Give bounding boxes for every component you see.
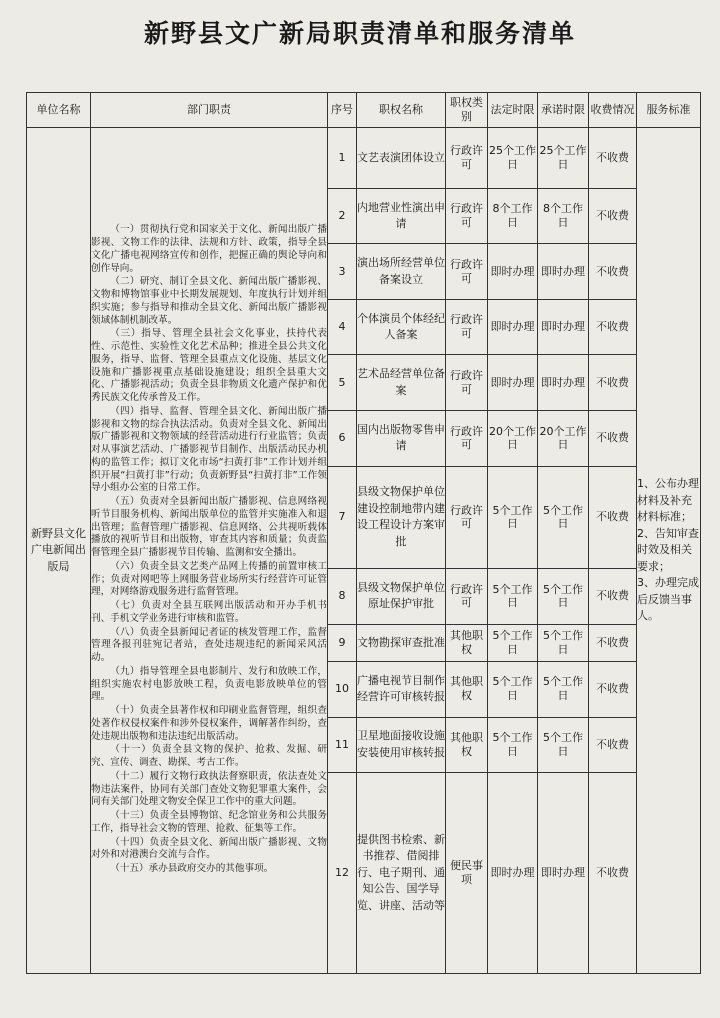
power-category: 其他职权	[446, 661, 488, 717]
row-seq: 12	[328, 773, 357, 974]
duty-item: （十五）承办县政府交办的其他事项。	[110, 863, 274, 874]
header-power: 职权名称	[357, 93, 446, 128]
legal-time-limit: 5个工作日	[488, 661, 538, 717]
legal-time-limit: 即时办理	[488, 244, 538, 300]
fee-status: 不收费	[589, 773, 637, 974]
power-name: 县级文物保护单位原址保护审批	[357, 569, 446, 625]
promised-time-limit: 20个工作日	[538, 411, 589, 467]
row-seq: 11	[328, 717, 357, 773]
power-category: 其他职权	[446, 624, 488, 661]
department-duties	[91, 128, 328, 974]
promised-time-limit: 25个工作日	[538, 128, 589, 189]
promised-time-limit: 5个工作日	[538, 717, 589, 773]
row-seq: 6	[328, 411, 357, 467]
power-name: 国内出版物零售申请	[357, 411, 446, 467]
row-seq: 3	[328, 244, 357, 300]
unit-name: 新野县文化广电新闻出版局	[27, 128, 91, 974]
fee-status: 不收费	[589, 411, 637, 467]
promised-time-limit: 5个工作日	[538, 624, 589, 661]
table-row	[27, 128, 701, 189]
duty-item: （三）指导、管理全县社会文化事业，扶持代表性、示范性、实验性文化艺术品种；推进全县公共文化服务，指导、监督、管理全县重点文化设施、基层文化设施和广播影视重点基础设施建设；组织全县重大文化、广播影视活动；负责全县非物质文化遗产保护和优秀民族文化传承普及工作。	[91, 328, 327, 403]
power-name: 文物勘探审查批准	[357, 624, 446, 661]
promised-time-limit: 5个工作日	[538, 466, 589, 569]
power-name: 演出场所经营单位备案设立	[357, 244, 446, 300]
power-name: 文艺表演团体设立	[357, 128, 446, 189]
row-seq: 5	[328, 355, 357, 411]
fee-status: 不收费	[589, 299, 637, 355]
row-seq: 8	[328, 569, 357, 625]
duty-item: （十一）负责全县文物的保护、抢救、发掘、研究、宣传、调查、勘探、考古工作。	[91, 744, 327, 768]
legal-time-limit: 5个工作日	[488, 717, 538, 773]
promised-time-limit: 即时办理	[538, 773, 589, 974]
duty-item: （九）指导管理全县电影制片、发行和放映工作，组织实施农村电影放映工程，负责电影放映单位的管理。	[91, 665, 327, 703]
header-promise: 承诺时限	[538, 93, 589, 128]
power-category: 行政许可	[446, 466, 488, 569]
fee-status: 不收费	[589, 624, 637, 661]
row-seq: 7	[328, 466, 357, 569]
power-category: 行政许可	[446, 188, 488, 244]
service-standard-item: 2、告知审查时效及相关要求；	[637, 526, 699, 573]
duty-item: （十四）负责全县文化、新闻出版广播影视、文物对外和对港澳台交流与合作。	[91, 836, 327, 861]
fee-status: 不收费	[589, 128, 637, 189]
power-category: 其他职权	[446, 717, 488, 773]
legal-time-limit: 20个工作日	[488, 411, 538, 467]
header-fee: 收费情况	[589, 93, 637, 128]
legal-time-limit: 5个工作日	[488, 569, 538, 625]
power-name: 内地营业性演出申请	[357, 188, 446, 244]
promised-time-limit: 5个工作日	[538, 569, 589, 625]
promised-time-limit: 8个工作日	[538, 188, 589, 244]
duty-item: （六）负责全县文艺类产品网上传播的前置审核工作；负责对网吧等上网服务营业场所实行经营许可证管理，对网络游戏服务进行监督管理。	[91, 560, 327, 598]
row-seq: 4	[328, 299, 357, 355]
service-standard-item: 1、公布办理材料及补充材料标准；	[637, 477, 699, 524]
header-standard: 服务标准	[637, 93, 701, 128]
legal-time-limit: 5个工作日	[488, 624, 538, 661]
duty-item: （七）负责对全县互联网出版活动和开办手机书刊、手机文学业务进行审核和监管。	[91, 600, 327, 624]
row-seq: 10	[328, 661, 357, 717]
power-category: 行政许可	[446, 355, 488, 411]
row-seq: 9	[328, 624, 357, 661]
header-duties: 部门职责	[91, 93, 328, 128]
fee-status: 不收费	[589, 244, 637, 300]
service-standard	[637, 128, 701, 974]
promised-time-limit: 即时办理	[538, 355, 589, 411]
power-category: 行政许可	[446, 128, 488, 189]
duty-item: （八）负责全县新闻记者证的核发管理工作，监督管理各报刊驻宛记者站，查处违规违纪的新闻采风活动。	[91, 626, 327, 663]
header-row	[27, 93, 701, 128]
power-name: 县级文物保护单位建设控制地带内建设工程设计方案审批	[357, 466, 446, 569]
promised-time-limit: 即时办理	[538, 244, 589, 300]
legal-time-limit: 即时办理	[488, 355, 538, 411]
power-category: 行政许可	[446, 569, 488, 625]
header-category: 职权类别	[446, 93, 488, 128]
legal-time-limit: 5个工作日	[488, 466, 538, 569]
legal-time-limit: 即时办理	[488, 773, 538, 974]
duty-item: （十）负责全县著作权和印刷业监督管理，组织查处著作权侵权案件和涉外侵权案件，调解著作纠纷，查处违规出版物和违法违纪出版活动。	[91, 705, 327, 742]
header-unit: 单位名称	[27, 93, 91, 128]
document-title: 新野县文广新局职责清单和服务清单	[143, 19, 576, 48]
power-name: 卫星地面接收设施安装使用审核转报	[357, 717, 446, 773]
duty-service-table	[26, 92, 701, 974]
row-seq: 1	[328, 128, 357, 189]
duty-item: （一）贯彻执行党和国家关于文化、新闻出版广播影视、文物工作的法律、法规和方针、政策，指导全县文化广播电视网络宣传和创作，把握正确的舆论导向和创作导向。	[91, 224, 327, 274]
fee-status: 不收费	[589, 569, 637, 625]
legal-time-limit: 即时办理	[488, 299, 538, 355]
duty-item: （四）指导、监督、管理全县文化、新闻出版广播影视和文物的综合执法活动。负责对全县文化、新闻出版广播影视和文物领域的经营活动进行行业监管；负责对从事演艺活动、广播影视节目制作、出版活动民办机构的监管工作；拟订文化市场“扫黄打非”工作计划并组织开展“扫黄打非”行动；负责新野县“扫黄打非”工作领导小组办公室的日常工作。	[91, 405, 327, 494]
promised-time-limit: 即时办理	[538, 299, 589, 355]
fee-status: 不收费	[589, 717, 637, 773]
power-name: 广播电视节目制作经营许可审核转报	[357, 661, 446, 717]
power-name: 提供图书检索、新书推荐、借阅排行、电子期刊、通知公告、国学导览、讲座、活动等	[357, 773, 446, 974]
legal-time-limit: 8个工作日	[488, 188, 538, 244]
power-category: 行政许可	[446, 244, 488, 300]
power-category: 行政许可	[446, 411, 488, 467]
fee-status: 不收费	[589, 661, 637, 717]
promised-time-limit: 5个工作日	[538, 661, 589, 717]
legal-time-limit: 25个工作日	[488, 128, 538, 189]
power-category: 便民事项	[446, 773, 488, 974]
duty-item: （十二）履行文物行政执法督察职责，依法查处文物违法案件，协同有关部门查处文物犯罪重大案件，会同有关部门处理文物安全保卫工作中的重大问题。	[91, 770, 327, 808]
service-standard-item: 3、办理完成后反馈当事人。	[637, 576, 699, 623]
duty-item: （十三）负责全县博物馆、纪念馆业务和公共服务工作，指导社会文物的管理、抢救、征集等工作。	[91, 810, 327, 834]
duty-item: （二）研究、制订全县文化、新闻出版广播影视、文物和博物馆事业中长期发展规划、年度执行计划并组织实施；参与指导和推动全县文化、新闻出版广播影视领域体制机制改革。	[91, 276, 327, 326]
power-category: 行政许可	[446, 299, 488, 355]
power-name: 艺术品经营单位备案	[357, 355, 446, 411]
header-seq: 序号	[328, 93, 357, 128]
fee-status: 不收费	[589, 466, 637, 569]
header-legal: 法定时限	[488, 93, 538, 128]
power-name: 个体演员个体经纪人备案	[357, 299, 446, 355]
fee-status: 不收费	[589, 188, 637, 244]
row-seq: 2	[328, 188, 357, 244]
duty-item: （五）负责对全县新闻出版广播影视、信息网络视听节目服务机构、新闻出版单位的监管并实施准入和退出管理；监督管理广播影视、信息网络、公共视听载体播放的视听节目和出版物，审查其内容和质量；负责监督管理全县广播影视节目传输、监测和安全播出。	[91, 496, 327, 558]
fee-status: 不收费	[589, 355, 637, 411]
